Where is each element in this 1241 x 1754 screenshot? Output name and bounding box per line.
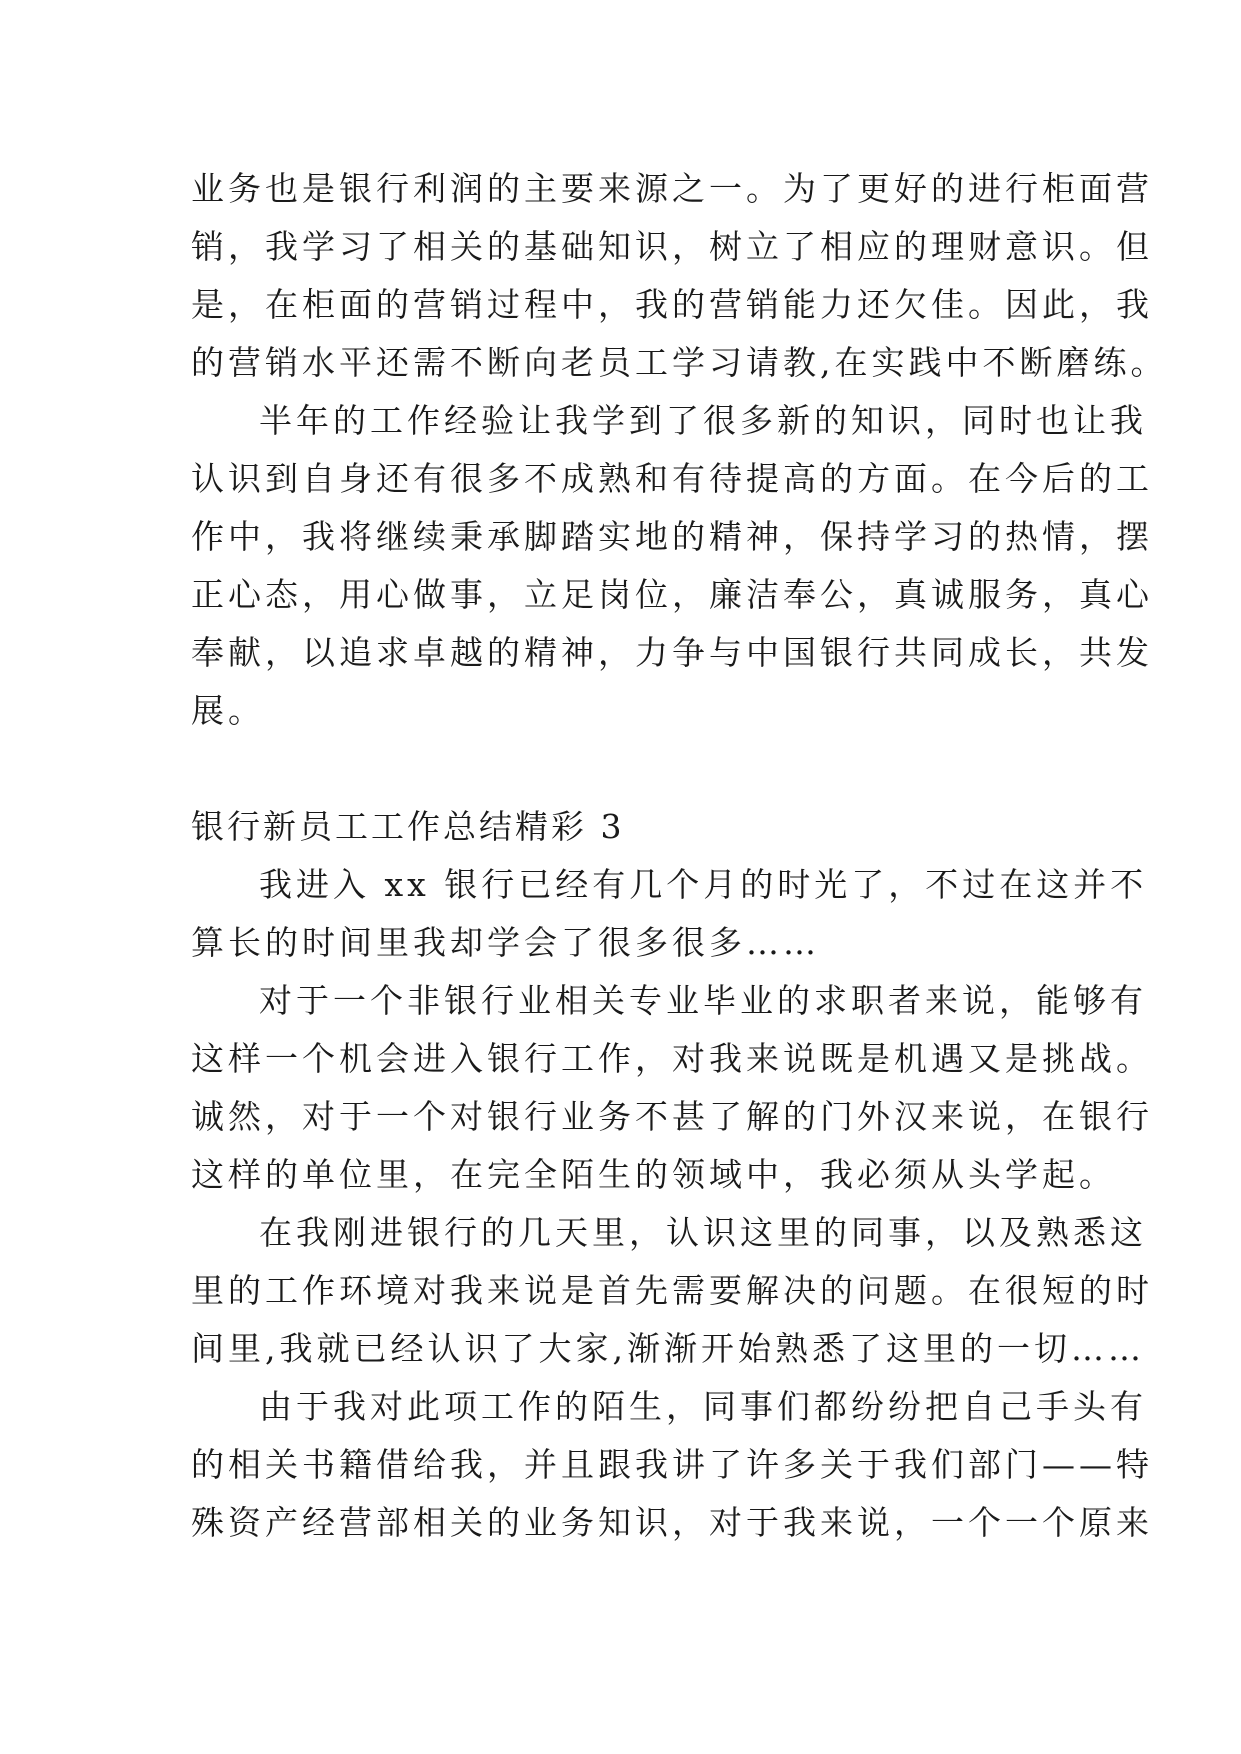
text-line: 业务也是银行利润的主要来源之一。为了更好的进行柜面营 [191,169,1153,208]
document-body [191,160,1168,1552]
text-line: 的营销水平还需不断向老员工学习请教,在实践中不断磨练。 [191,343,1168,382]
text-line: 的相关书籍借给我，并且跟我讲了许多关于我们部门——特 [191,1445,1153,1484]
text-line: 由于我对此项工作的陌生，同事们都纷纷把自己手头有 [259,1387,1147,1426]
section-heading: 银行新员工工作总结精彩 3 [191,807,625,846]
paragraph-counter-marketing [191,160,1168,392]
text-line: 这样一个机会进入银行工作，对我来说既是机遇又是挑战。 [191,1039,1153,1078]
paragraph-opportunity [191,972,1153,1204]
text-line: 正心态，用心做事，立足岗位，廉洁奉公，真诚服务，真心 [191,575,1153,614]
text-line: 认识到自身还有很多不成熟和有待提高的方面。在今后的工 [191,459,1153,498]
text-line: 间里,我就已经认识了大家,渐渐开始熟悉了这里的一切…… [191,1329,1145,1368]
text-line: 作中，我将继续秉承脚踏实地的精神，保持学习的热情，摆 [191,517,1153,556]
text-line: 殊资产经营部相关的业务知识，对于我来说，一个一个原来 [191,1503,1153,1542]
paragraph-intro [191,856,1148,972]
text-line: 展。 [191,691,265,730]
text-line: 这样的单位里，在完全陌生的领域中，我必须从头学起。 [191,1155,1116,1194]
text-line: 诚然，对于一个对银行业务不甚了解的门外汉来说，在银行 [191,1097,1153,1136]
text-line: 奉献，以追求卓越的精神，力争与中国银行共同成长，共发 [191,633,1153,672]
text-line: 我进入 xx 银行已经有几个月的时光了，不过在这并不 [259,865,1148,904]
text-line: 对于一个非银行业相关专业毕业的求职者来说，能够有 [259,981,1147,1020]
text-line: 里的工作环境对我来说是首先需要解决的问题。在很短的时 [191,1271,1153,1310]
paragraph-colleagues-help [191,1378,1153,1552]
text-line: 算长的时间里我却学会了很多很多…… [191,923,820,962]
text-line: 在我刚进银行的几天里，认识这里的同事，以及熟悉这 [259,1213,1147,1252]
text-line: 半年的工作经验让我学到了很多新的知识，同时也让我 [259,401,1147,440]
paragraph-first-days [191,1204,1153,1378]
text-line: 是，在柜面的营销过程中，我的营销能力还欠佳。因此，我 [191,285,1153,324]
section-spacer [191,740,1051,798]
paragraph-half-year-experience [191,392,1153,740]
text-line: 销，我学习了相关的基础知识，树立了相应的理财意识。但 [191,227,1153,266]
